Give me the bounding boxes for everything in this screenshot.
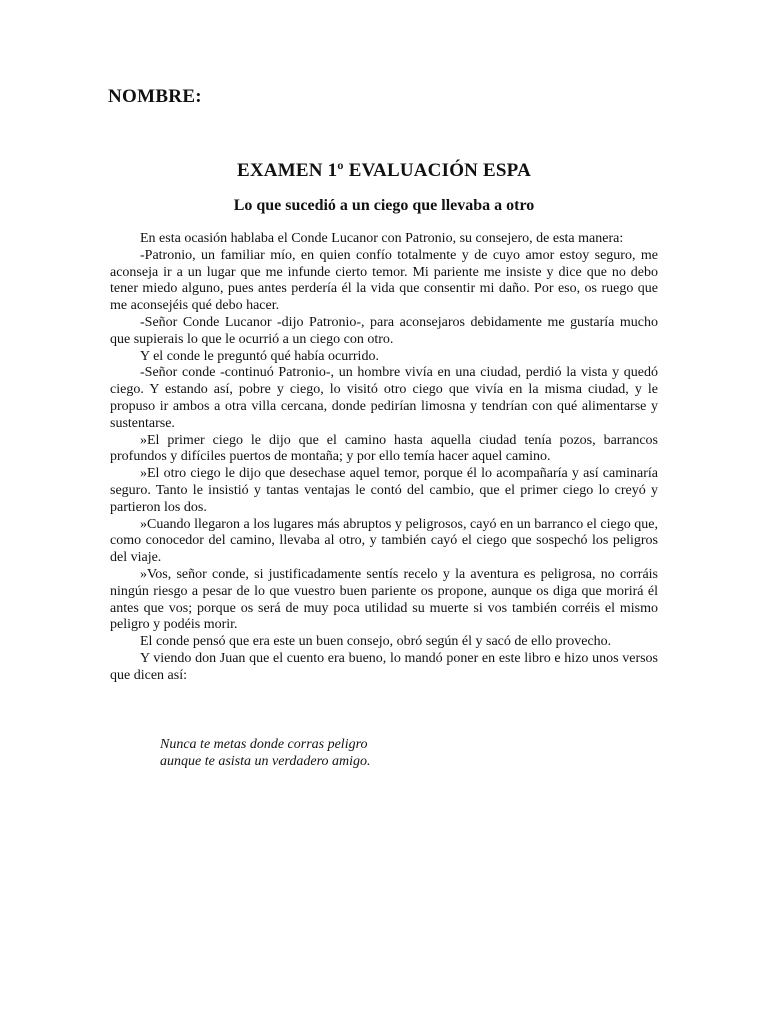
story-paragraph: »El primer ciego le dijo que el camino hasta aquella ciudad tenía pozos, barrancos profundos y difíciles puertos de montaña; y por ello temía hacer aquel camino.: [110, 432, 658, 465]
verse-line: Nunca te metas donde corras peligro: [160, 737, 368, 752]
story-paragraph: En esta ocasión hablaba el Conde Lucanor con Patronio, su consejero, de esta manera:: [140, 231, 624, 246]
story-paragraph: Y viendo don Juan que el cuento era bueno, lo mandó poner en este libro e hizo unos versos que dicen así:: [110, 650, 658, 683]
story-paragraph: »Cuando llegaron a los lugares más abruptos y peligrosos, cayó en un barranco el ciego que, como conocedor del camino, llevaba al otro, y también cayó el ciego que sospechó los peligros del viaje.: [110, 516, 658, 566]
verse-line: aunque te asista un verdadero amigo.: [160, 754, 371, 769]
story-title: Lo que sucedió a un ciego que llevaba a otro: [233, 197, 535, 214]
story-paragraph: Y el conde le preguntó qué había ocurrido.: [140, 348, 379, 364]
story-paragraph: »Vos, señor conde, si justificadamente sentís recelo y la aventura es peligrosa, no corráis ningún riesgo a pesar de lo que vuestro buen pariente os propone, aunque os diga que morirá él antes que vos; porque os será de muy poca utilidad su muerte si vos también corréis el mismo peligro y podéis morir.: [110, 566, 658, 633]
story-paragraph: »El otro ciego le dijo que desechase aquel temor, porque él lo acompañaría y así caminaría seguro. Tanto le insistió y tantas ventajas le contó del cambio, que el primer ciego lo creyó y partieron los dos.: [110, 466, 658, 515]
story-paragraph: -Señor conde -continuó Patronio-, un hombre vivía en una ciudad, perdió la vista y quedó ciego. Y estando así, pobre y ciego, lo visitó otro ciego que vivía en la misma ciudad, y le propuso ir ambos a otra villa cercana, donde pedirían limosna y tendrían con qué alimentarse y sustentarse.: [110, 365, 658, 431]
story-body: [110, 231, 658, 685]
exam-title: EXAMEN 1º EVALUACIÓN ESPA: [236, 160, 532, 181]
story-paragraph: El conde pensó que era este un buen consejo, obró según él y sacó de ello provecho.: [140, 634, 612, 650]
verse-block: [160, 736, 371, 770]
name-label: NOMBRE:: [108, 86, 202, 107]
story-paragraph: -Señor Conde Lucanor -dijo Patronio-, para aconsejaros debidamente me gustaría mucho que supierais lo que le ocurrió a un ciego con otro.: [110, 314, 658, 347]
story-paragraph: -Patronio, un familiar mío, en quien confío totalmente y de cuyo amor estoy seguro, me aconseja ir a un lugar que me infunde cierto temor. Mi pariente me insiste y dice que no debo tener miedo alguno, pues antes perdería él la vida que consentir mi daño. Por eso, os ruego que me aconsejéis qué debo hacer.: [110, 247, 658, 314]
